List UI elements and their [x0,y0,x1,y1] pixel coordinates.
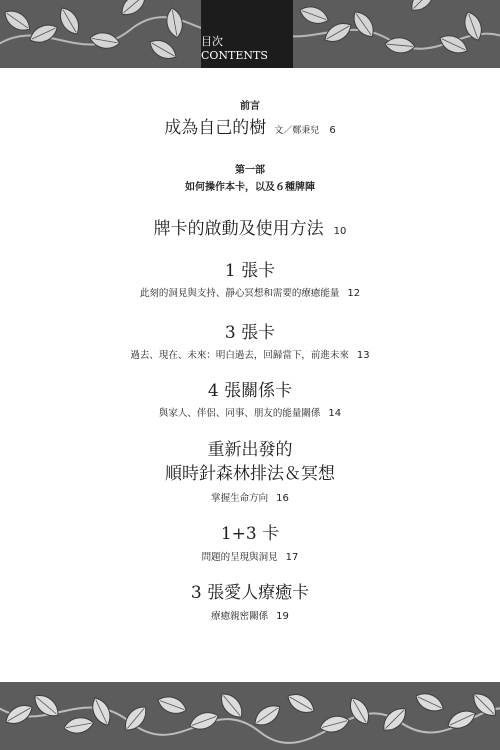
entry-title-line2: 順時針森林排法＆冥想 [165,464,335,484]
part1-subtitle: 如何操作本卡，以及６種牌陣 [185,182,315,193]
toc-entry-1plus3-card-desc [0,545,500,564]
entry-page: 10 [333,226,347,237]
entry-desc: 問題的呈現與洞見 [201,552,278,563]
entry-page: 14 [328,408,342,419]
entry-page: 12 [347,288,361,299]
preface-section-label: 前言 [240,101,260,112]
toc-entry-forest-spread-line2[interactable] [0,459,500,484]
toc-entry-lover-healing-card[interactable] [0,578,500,603]
entry-title: 3 張愛人療癒卡 [190,583,310,603]
toc-entry-forest-spread[interactable] [0,435,500,460]
entry-page: 19 [276,611,289,622]
toc-entry-forest-spread-desc [0,486,500,505]
preface-page: 6 [329,125,336,136]
toc-entry-3-card-desc [0,343,500,362]
entry-page: 13 [356,350,370,361]
entry-title-line1: 重新出發的 [207,440,293,460]
entry-desc: 掌握生命方向 [211,493,269,504]
preface-author: 文／鄭秉兒 [274,126,320,136]
toc-entry-1-card-desc [0,281,500,300]
toc-entry-card-activation[interactable] [0,214,500,239]
toc-entry-lover-healing-card-desc [0,604,500,623]
toc-entry-relationship-card-desc [0,401,500,420]
entry-desc: 與家人、伴侶、同事、朋友的能量關係 [158,408,321,419]
entry-desc: 過去、現在、未來：明白過去，回歸當下，前進未來 [130,350,349,361]
entry-desc: 療癒親密關係 [211,611,269,622]
contents-header-label: 目次 CONTENTS [201,35,268,62]
entry-page: 16 [276,493,289,504]
entry-title: 牌卡的啟動及使用方法 [153,219,324,239]
entry-title: 1+3 卡 [220,524,280,544]
entry-title: 4 張關係卡 [207,381,293,401]
preface-title: 成為自己的樹 [164,118,267,138]
toc-entry-relationship-card[interactable] [0,376,500,401]
toc-entry-preface[interactable] [0,113,500,138]
entry-page: 17 [285,552,299,563]
toc-entry-1-card[interactable] [0,256,500,281]
entry-title: 1 張卡 [224,261,276,281]
part1-section-label: 第一部 [235,165,265,176]
entry-title: 3 張卡 [224,323,276,343]
toc-entry-1plus3-card[interactable] [0,519,500,544]
toc-entry-3-card[interactable] [0,318,500,343]
entry-desc: 此刻的洞見與支持、靜心冥想和需要的療癒能量 [139,288,340,299]
